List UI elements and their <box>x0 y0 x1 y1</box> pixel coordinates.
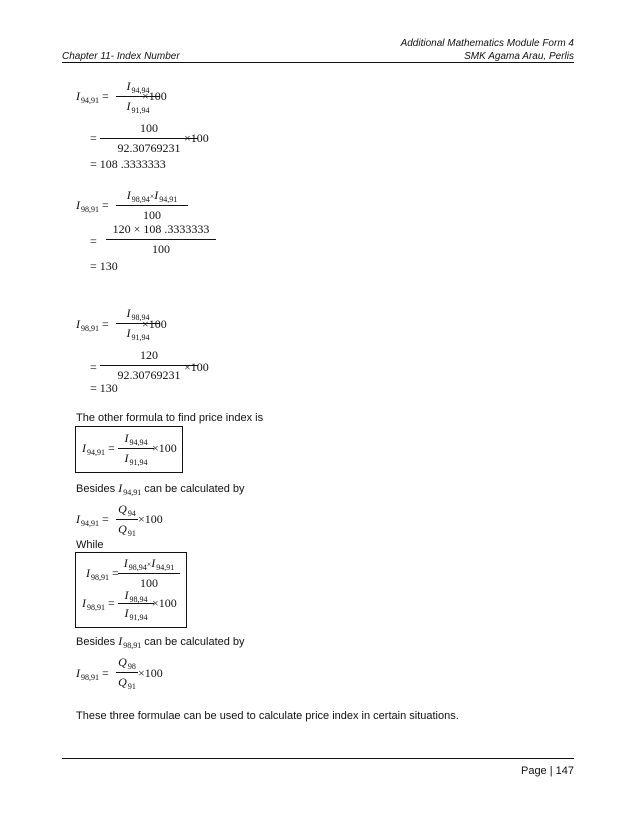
calc1-step-multiplier: ×100 <box>184 131 209 145</box>
box2-row2-lhs: $I_{98,91}$ = <box>82 596 115 612</box>
calc3-step-denominator: 92.30769231 <box>117 368 181 382</box>
calc2-numerator: $I_{98,94}\times I_{94,91}$ <box>126 188 178 204</box>
calc2-step-denominator: 100 <box>152 242 170 256</box>
quantity1-numerator: $Q_{94}$ <box>118 502 136 518</box>
quantity2-lhs: $I_{98,91}$ = <box>76 666 109 682</box>
calc2-step-equals: = <box>90 234 97 248</box>
quantity1-denominator: $Q_{91}$ <box>118 522 136 538</box>
page-number: Page | 147 <box>520 765 574 777</box>
box2-row1-denominator: 100 <box>140 576 158 590</box>
box1-multiplier: ×100 <box>152 441 177 455</box>
quantity2-multiplier: ×100 <box>138 666 163 680</box>
box2-row2-denominator: $I_{91,94}$ <box>124 606 148 622</box>
quantity1-lhs: $I_{94,91}$ = <box>76 512 109 528</box>
quantity2-denominator: $Q_{91}$ <box>118 675 136 691</box>
box2-row2-numerator: $I_{98,94}$ <box>124 588 148 604</box>
calc1-step-denominator: 92.30769231 <box>117 141 181 155</box>
box2-row2-multiplier: ×100 <box>152 596 177 610</box>
quantity2-fraction-bar <box>116 672 138 673</box>
box2-row1-fraction-bar <box>118 573 180 574</box>
box1-lhs: $I_{94,91}$ = <box>82 441 115 457</box>
besides-2-text: Besides $I_{98,91}$ can be calculated by <box>76 634 245 650</box>
calc3-denominator: $I_{91,94}$ <box>126 326 150 342</box>
box1-denominator: $I_{91,94}$ <box>124 451 148 467</box>
calc2-result: = 130 <box>90 259 118 273</box>
header-chapter-title: Chapter 11- Index Number <box>62 51 180 62</box>
calc1-multiplier: ×100 <box>142 89 167 103</box>
calc2-lhs: $I_{98,91}$ = <box>76 198 109 214</box>
calc2-step-numerator: 120 × 108 .3333333 <box>112 222 210 236</box>
quantity2-numerator: $Q_{98}$ <box>118 655 136 671</box>
calc1-lhs: $I_{94,91}$ = <box>76 89 109 105</box>
calc1-numerator: $I_{94,94}$ <box>126 79 150 95</box>
besides-1-text: Besides $I_{94,91}$ can be calculated by <box>76 481 245 497</box>
header-school-name: SMK Agama Arau, Perlis <box>464 51 574 62</box>
calc3-lhs: $I_{98,91}$ = <box>76 317 109 333</box>
calc3-step-numerator: 120 <box>140 348 158 362</box>
calc3-step-multiplier: ×100 <box>184 360 209 374</box>
calc1-step-numerator: 100 <box>140 121 158 135</box>
header-module-title: Additional Mathematics Module Form 4 <box>400 38 574 49</box>
box2-row1-numerator: $I_{98,94}\times I_{94,91}$ <box>123 556 175 572</box>
header-rule <box>62 62 574 63</box>
calc2-step-bar <box>106 239 216 240</box>
calc1-denominator: $I_{91,94}$ <box>126 99 150 115</box>
calc2-denominator: 100 <box>143 208 161 222</box>
calc1-result: = 108 .3333333 <box>90 157 166 171</box>
box1-fraction-bar <box>118 448 154 449</box>
footer-rule <box>62 758 574 759</box>
box1-numerator: $I_{94,94}$ <box>124 431 148 447</box>
other-formula-text: The other formula to find price index is <box>76 412 264 424</box>
conclusion-text: These three formulae can be used to calculate price index in certain situations. <box>76 710 459 722</box>
calc3-numerator: $I_{98,94}$ <box>126 306 150 322</box>
calc3-result: = 130 <box>90 381 118 395</box>
while-text: While <box>76 539 104 551</box>
calc1-step-equals: = <box>90 131 97 145</box>
box2-row1-lhs: $I_{98,91}$ = <box>86 566 119 582</box>
calc3-multiplier: ×100 <box>142 317 167 331</box>
quantity1-multiplier: ×100 <box>138 512 163 526</box>
calc3-step-equals: = <box>90 360 97 374</box>
quantity1-fraction-bar <box>116 519 138 520</box>
calc2-fraction-bar <box>116 205 188 206</box>
box2-row2-fraction-bar <box>118 603 154 604</box>
